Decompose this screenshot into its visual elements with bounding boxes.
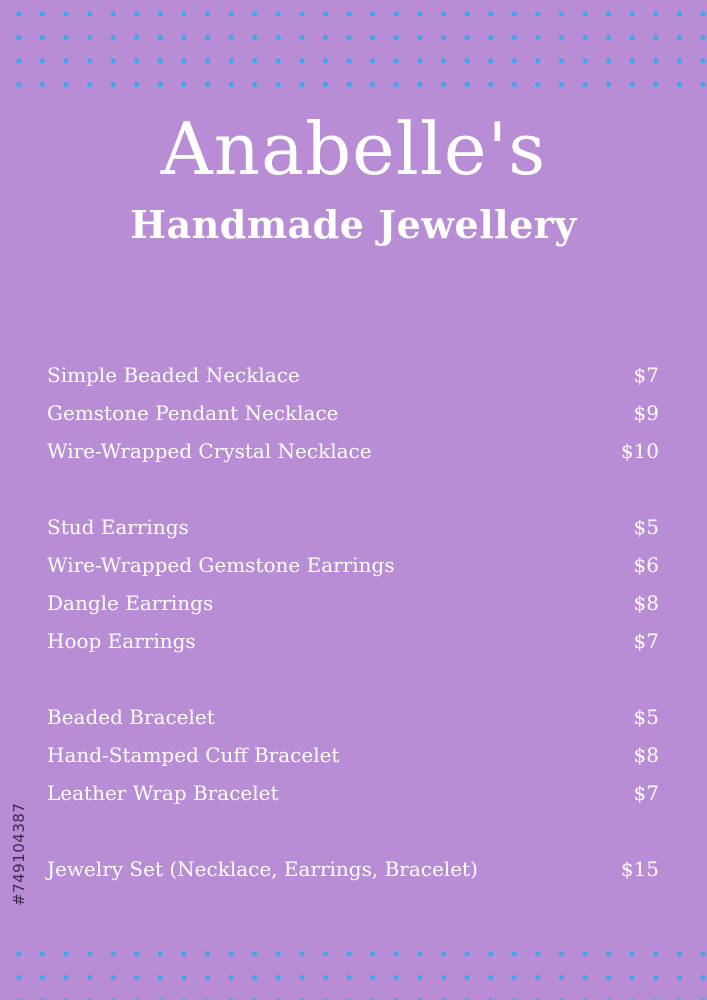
item-name: Jewelry Set (Necklace, Earrings, Bracelet) xyxy=(47,857,478,881)
item-name: Stud Earrings xyxy=(47,515,189,539)
item-price: $10 xyxy=(620,439,659,463)
list-item xyxy=(47,356,659,394)
list-item xyxy=(47,584,659,622)
list-item xyxy=(47,850,659,888)
list-item xyxy=(47,774,659,812)
list-item xyxy=(47,432,659,470)
item-price: $7 xyxy=(633,363,659,387)
item-name: Hand-Stamped Cuff Bracelet xyxy=(47,743,340,767)
page-title: Anabelle's xyxy=(160,107,547,191)
page-subtitle: Handmade Jewellery xyxy=(130,202,577,247)
bottom-dot-pattern xyxy=(0,940,707,1000)
item-price: $9 xyxy=(633,401,659,425)
item-price: $8 xyxy=(633,743,659,767)
item-price: $7 xyxy=(633,781,659,805)
item-price: $5 xyxy=(633,515,659,539)
item-name: Gemstone Pendant Necklace xyxy=(47,401,339,425)
item-name: Wire-Wrapped Crystal Necklace xyxy=(47,439,372,463)
list-item xyxy=(47,736,659,774)
item-name: Beaded Bracelet xyxy=(47,705,215,729)
item-name: Simple Beaded Necklace xyxy=(47,363,300,387)
price-list xyxy=(47,356,659,888)
item-price: $6 xyxy=(633,553,659,577)
item-name: Dangle Earrings xyxy=(47,591,214,615)
item-name: Hoop Earrings xyxy=(47,629,196,653)
item-price: $7 xyxy=(633,629,659,653)
list-item xyxy=(47,394,659,432)
stock-id-watermark: #749104387 xyxy=(10,802,28,906)
list-item xyxy=(47,622,659,660)
item-price: $5 xyxy=(633,705,659,729)
item-name: Leather Wrap Bracelet xyxy=(47,781,279,805)
item-name: Wire-Wrapped Gemstone Earrings xyxy=(47,553,395,577)
item-price: $15 xyxy=(620,857,659,881)
top-dot-pattern xyxy=(0,0,707,96)
item-price: $8 xyxy=(633,591,659,615)
list-item xyxy=(47,546,659,584)
list-item xyxy=(47,698,659,736)
list-item xyxy=(47,508,659,546)
